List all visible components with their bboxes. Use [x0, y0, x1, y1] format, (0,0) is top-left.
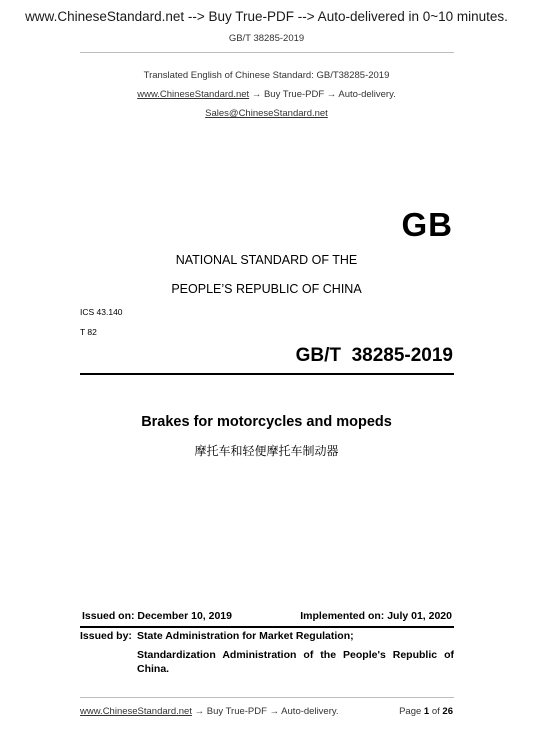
standard-number: GB/T 38285-2019	[295, 345, 453, 366]
page-current: 1	[423, 706, 430, 717]
footer-divider	[80, 697, 454, 698]
sales-email-link[interactable]: Sales@ChineseStandard.net	[205, 108, 328, 119]
title-english: Brakes for motorcycles and mopeds	[141, 414, 392, 430]
sales-line	[0, 108, 533, 119]
standard-number-divider	[80, 373, 454, 375]
national-standard-line-2: PEOPLE’S REPUBLIC OF CHINA	[171, 282, 362, 296]
classification-code: T 82	[80, 327, 97, 337]
national-standard-line-1: NATIONAL STANDARD OF THE	[175, 253, 358, 267]
page-total: 26	[442, 706, 453, 717]
website-suffix: → Buy True-PDF → Auto-delivery.	[249, 89, 396, 100]
footer-website-line	[80, 706, 339, 717]
website-line	[0, 89, 533, 100]
ics-code: ICS 43.140	[80, 307, 123, 317]
top-banner[interactable]: www.ChineseStandard.net --> Buy True-PDF --> Auto-delivered in 0~10 minutes.	[25, 9, 508, 24]
website-link[interactable]: www.ChineseStandard.net	[137, 89, 250, 100]
implemented-on-date: Implemented on: July 01, 2020	[300, 610, 452, 622]
title-chinese: 摩托车和轻便摩托车制动器	[194, 444, 339, 458]
issuer-2: Standardization Administration of the People's Republic of China.	[137, 649, 454, 675]
page-of: of	[431, 706, 440, 717]
header-divider	[80, 52, 454, 53]
page-label: Page	[399, 706, 422, 717]
page-indicator	[399, 706, 453, 717]
issue-divider	[80, 626, 454, 628]
gb-logo: GB	[401, 206, 453, 243]
footer-website-link[interactable]: www.ChineseStandard.net	[80, 706, 192, 717]
header-standard-code: GB/T 38285-2019	[228, 33, 305, 44]
issuer-1: State Administration for Market Regulation;	[137, 630, 354, 642]
issued-on-date: Issued on: December 10, 2019	[82, 610, 232, 622]
footer-website-suffix: → Buy True-PDF → Auto-delivery.	[191, 706, 339, 717]
translated-notice: Translated English of Chinese Standard: GB/T38285-2019	[143, 70, 390, 81]
issued-by-label: Issued by:	[80, 630, 132, 642]
